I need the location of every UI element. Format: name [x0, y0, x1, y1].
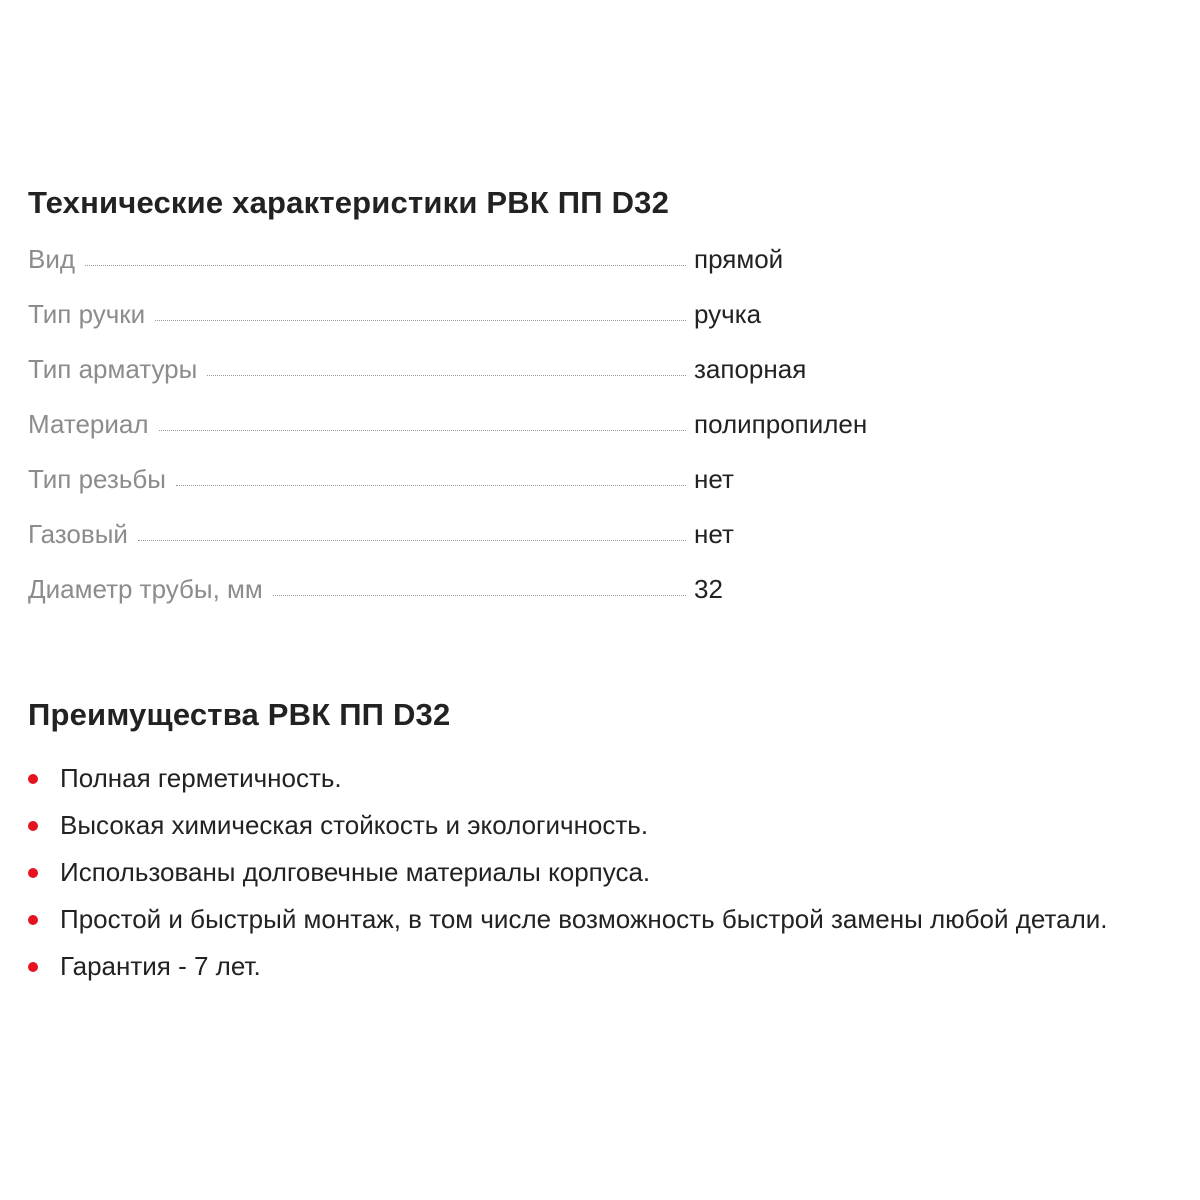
advantage-text: Полная герметичность. — [60, 763, 342, 793]
advantages-list — [28, 755, 1193, 990]
list-item — [28, 943, 1193, 990]
spec-label: Тип ручки — [28, 299, 146, 329]
list-item — [28, 849, 1193, 896]
spec-label: Тип резьбы — [28, 464, 166, 494]
spec-value: полипропилен — [694, 409, 868, 439]
spec-row-gas — [28, 519, 908, 574]
list-item — [28, 802, 1193, 849]
spec-label: Материал — [28, 409, 149, 439]
spec-label: Диаметр трубы, мм — [28, 574, 263, 604]
dotted-leader — [176, 485, 686, 486]
dotted-leader — [207, 375, 686, 376]
spec-row-fitting-type — [28, 354, 908, 409]
dotted-leader — [159, 430, 686, 431]
spec-row-handle-type — [28, 299, 908, 354]
spec-row-type — [28, 244, 908, 299]
bullet-dot-icon — [28, 774, 38, 784]
spec-label: Тип арматуры — [28, 354, 198, 384]
spec-value: нет — [694, 519, 734, 549]
spec-value: прямой — [694, 244, 784, 274]
spec-label: Газовый — [28, 519, 128, 549]
bullet-dot-icon — [28, 821, 38, 831]
advantage-text: Простой и быстрый монтаж, в том числе возможность быстрой замены любой детали. — [60, 904, 1108, 934]
spec-value: 32 — [694, 574, 723, 604]
dotted-leader — [155, 320, 686, 321]
dotted-leader — [273, 595, 686, 596]
spec-row-pipe-diameter — [28, 574, 908, 629]
spec-value: нет — [694, 464, 734, 494]
bullet-dot-icon — [28, 915, 38, 925]
advantage-text: Гарантия - 7 лет. — [60, 951, 261, 981]
spec-value: ручка — [694, 299, 762, 329]
spec-label: Вид — [28, 244, 76, 274]
advantages-title: Преимущества РВК ПП D32 — [28, 697, 451, 732]
dotted-leader — [138, 540, 686, 541]
spec-row-material — [28, 409, 908, 464]
dotted-leader — [85, 265, 686, 266]
bullet-dot-icon — [28, 962, 38, 972]
list-item — [28, 755, 1193, 802]
bullet-dot-icon — [28, 868, 38, 878]
advantage-text: Использованы долговечные материалы корпуса. — [60, 857, 651, 887]
specs-table — [28, 244, 908, 629]
specs-title: Технические характеристики РВК ПП D32 — [28, 185, 670, 220]
advantage-text: Высокая химическая стойкость и экологичность. — [60, 810, 649, 840]
spec-row-thread-type — [28, 464, 908, 519]
spec-value: запорная — [694, 354, 807, 384]
list-item — [28, 896, 1193, 943]
